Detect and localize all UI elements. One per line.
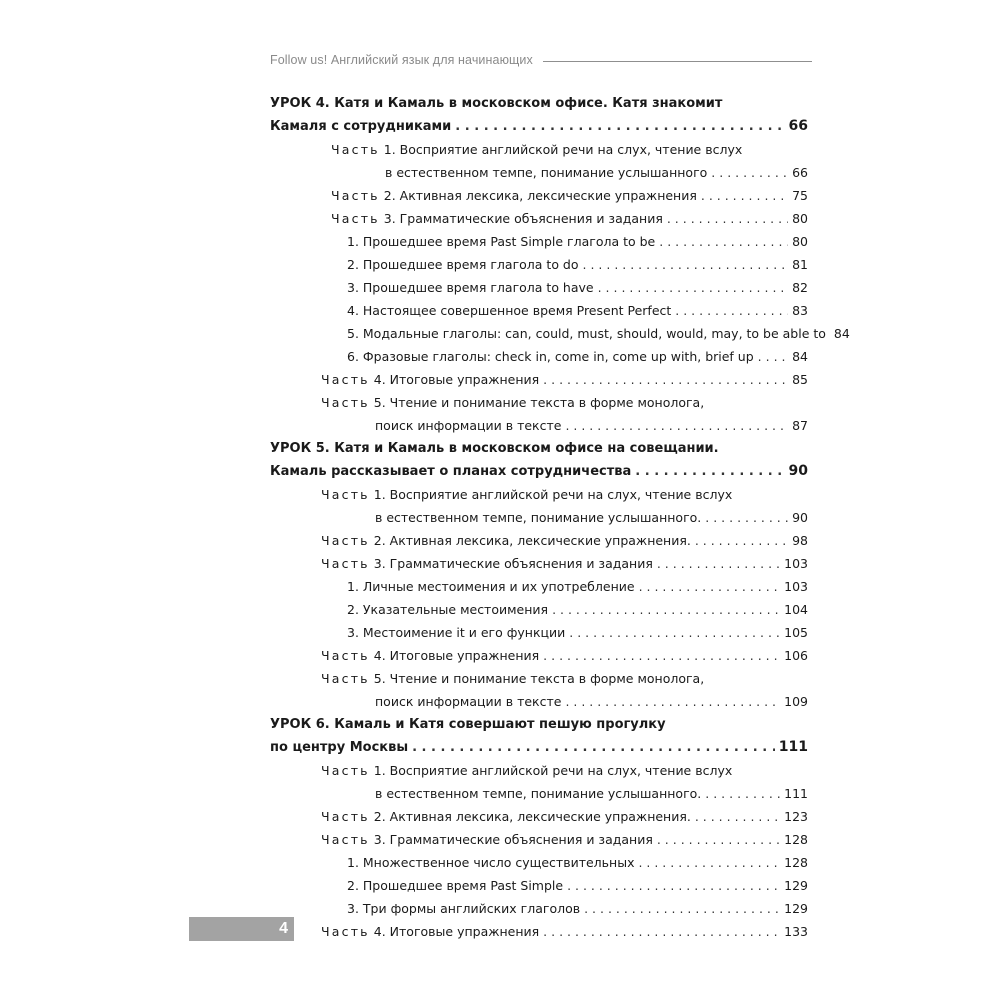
toc-subsection-entry[interactable] xyxy=(270,230,808,253)
part-label: Часть xyxy=(321,809,370,824)
toc-part-entry[interactable] xyxy=(270,483,808,506)
running-head-title: Follow us! Английский язык для начинающих xyxy=(270,53,533,67)
toc-subsection-entry-text: 1. Личные местоимения и их употребление xyxy=(347,579,635,594)
toc-part-entry[interactable] xyxy=(270,667,808,690)
toc-part-entry-text: Активная лексика, лексические упражнения. xyxy=(389,533,691,548)
toc-part-entry-cont-line xyxy=(375,690,808,713)
part-label: Часть xyxy=(331,142,380,157)
toc-subsection-entry[interactable] xyxy=(270,598,808,621)
part-label: Часть xyxy=(321,671,370,686)
dot-leader xyxy=(701,184,788,207)
dot-leader xyxy=(695,529,788,552)
toc-subsection-entry-page-number: 84 xyxy=(833,326,850,341)
toc-part-entry-page-number: 106 xyxy=(784,648,808,663)
toc-subsection-entry-page-number: 84 xyxy=(792,349,808,364)
toc-subsection-entry-text: 3. Местоимение it и его функции xyxy=(347,625,566,640)
toc-part-entry[interactable] xyxy=(270,368,808,391)
part-number: 1. xyxy=(373,487,386,502)
toc-part-entry-cont-line xyxy=(375,414,808,437)
toc-subsection-entry-line xyxy=(347,230,808,253)
dot-leader xyxy=(455,115,784,138)
dot-leader xyxy=(584,897,780,920)
toc-part-entry-text: Итоговые упражнения xyxy=(389,924,540,939)
toc-part-entry-cont-text: поиск информации в тексте xyxy=(375,694,562,709)
toc-part-entry-cont[interactable] xyxy=(270,414,808,437)
toc-subsection-entry-page-number: 105 xyxy=(784,625,808,640)
dot-leader xyxy=(543,920,780,943)
toc-part-entry-cont-text: в естественном темпе, понимание услышанного. xyxy=(375,510,702,525)
dot-leader xyxy=(598,276,788,299)
part-label: Часть xyxy=(321,372,370,387)
toc-part-entry-page-number: 98 xyxy=(792,533,808,548)
toc-part-entry-text: Восприятие английской речи на слух, чтение вслух xyxy=(389,487,733,502)
toc-part-entry-page-number: 133 xyxy=(784,924,808,939)
toc-part-entry-cont-page-number: 109 xyxy=(784,694,808,709)
lesson-title[interactable] xyxy=(270,713,808,736)
toc-part-entry-cont-page-number: 66 xyxy=(792,165,808,180)
toc-part-entry[interactable] xyxy=(270,920,808,943)
dot-leader xyxy=(639,575,781,598)
toc-part-entry[interactable] xyxy=(270,184,808,207)
toc-part-entry-page-number: 128 xyxy=(784,832,808,847)
dot-leader xyxy=(659,230,788,253)
dot-leader xyxy=(543,644,780,667)
toc-subsection-entry[interactable] xyxy=(270,345,808,368)
toc-part-entry[interactable] xyxy=(270,138,808,161)
running-head xyxy=(270,51,812,69)
toc-subsection-entry-line xyxy=(347,621,808,644)
toc-subsection-entry[interactable] xyxy=(270,897,808,920)
toc-subsection-entry[interactable] xyxy=(270,299,808,322)
toc-part-entry-cont[interactable] xyxy=(270,161,808,184)
toc-part-entry-text: Восприятие английской речи на слух, чтение вслух xyxy=(399,142,743,157)
toc-part-entry-line xyxy=(321,552,808,575)
dot-leader xyxy=(635,460,784,483)
toc-subsection-entry-page-number: 80 xyxy=(792,234,808,249)
dot-leader xyxy=(705,506,788,529)
toc-subsection-entry-line xyxy=(347,874,808,897)
lesson-title-cont-text: Камаля с сотрудниками xyxy=(270,119,452,134)
toc-part-entry[interactable] xyxy=(270,759,808,782)
lesson-title[interactable] xyxy=(270,92,808,115)
toc-subsection-entry-text: 2. Указательные местоимения xyxy=(347,602,549,617)
part-number: 5. xyxy=(373,671,386,686)
dot-leader xyxy=(412,736,775,759)
toc-part-entry[interactable] xyxy=(270,529,808,552)
toc-part-entry-cont[interactable] xyxy=(270,506,808,529)
part-number: 4. xyxy=(373,648,386,663)
dot-leader xyxy=(567,874,780,897)
toc-subsection-entry-line xyxy=(347,276,808,299)
dot-leader xyxy=(758,345,788,368)
lesson-title-text: УРОК 5. Катя и Камаль в московском офисе на совещании. xyxy=(270,441,719,456)
toc-part-entry-line xyxy=(331,207,808,230)
part-number: 1. xyxy=(373,763,386,778)
lesson-title-cont-page-number: 90 xyxy=(788,463,808,479)
dot-leader xyxy=(569,621,780,644)
toc-part-entry-cont-text: в естественном темпе, понимание услышанного xyxy=(385,165,708,180)
toc-part-entry[interactable] xyxy=(270,805,808,828)
toc-part-entry-page-number: 123 xyxy=(784,809,808,824)
toc-part-entry-line xyxy=(321,368,808,391)
toc-part-entry-cont-text: поиск информации в тексте xyxy=(375,418,562,433)
toc-part-entry-cont-line xyxy=(385,161,808,184)
running-head-rule xyxy=(543,61,812,62)
toc-subsection-entry[interactable] xyxy=(270,874,808,897)
toc-part-entry-line xyxy=(321,391,808,414)
toc-part-entry-text: Чтение и понимание текста в форме монолога, xyxy=(389,395,705,410)
toc-part-entry-text: Грамматические объяснения и задания xyxy=(389,556,653,571)
toc-part-entry-line xyxy=(331,184,808,207)
toc-subsection-entry[interactable] xyxy=(270,276,808,299)
lesson-title-text: УРОК 4. Катя и Камаль в московском офисе. Катя знакомит xyxy=(270,96,723,111)
part-label: Часть xyxy=(321,763,370,778)
page-number: 4 xyxy=(189,917,294,941)
part-label: Часть xyxy=(321,556,370,571)
toc-subsection-entry-text: 4. Настоящее совершенное время Present Perfect xyxy=(347,303,672,318)
toc-subsection-entry-line xyxy=(347,897,808,920)
toc-subsection-entry-line xyxy=(347,322,850,345)
toc-subsection-entry-line xyxy=(347,575,808,598)
toc-subsection-entry-line xyxy=(347,851,808,874)
dot-leader xyxy=(638,851,780,874)
toc-part-entry-text: Чтение и понимание текста в форме монолога, xyxy=(389,671,705,686)
lesson-title-cont-text: Камаль рассказывает о планах сотрудничества xyxy=(270,464,632,479)
toc-part-entry-page-number: 85 xyxy=(792,372,808,387)
dot-leader xyxy=(583,253,789,276)
toc-subsection-entry-page-number: 82 xyxy=(792,280,808,295)
toc-subsection-entry[interactable] xyxy=(270,575,808,598)
dot-leader xyxy=(667,207,788,230)
toc-subsection-entry-page-number: 128 xyxy=(784,855,808,870)
dot-leader xyxy=(675,299,788,322)
toc-part-entry[interactable] xyxy=(270,644,808,667)
lesson-title-line xyxy=(270,713,808,736)
part-number: 3. xyxy=(383,211,396,226)
toc-part-entry-text: Грамматические объяснения и задания xyxy=(389,832,653,847)
toc-subsection-entry[interactable] xyxy=(270,253,808,276)
toc-subsection-entry-text: 6. Фразовые глаголы: check in, come in, come up with, brief up xyxy=(347,349,754,364)
lesson-title-cont[interactable] xyxy=(270,115,808,138)
lesson-title-cont[interactable] xyxy=(270,736,808,759)
toc-part-entry-line xyxy=(331,138,808,161)
toc-part-entry-page-number: 80 xyxy=(792,211,808,226)
lesson-title-cont-text: по центру Москвы xyxy=(270,740,409,755)
dot-leader xyxy=(565,414,788,437)
dot-leader xyxy=(552,598,780,621)
toc-subsection-entry[interactable] xyxy=(270,851,808,874)
toc-part-entry-text: Итоговые упражнения xyxy=(389,648,540,663)
toc-part-entry[interactable] xyxy=(270,552,808,575)
part-label: Часть xyxy=(321,395,370,410)
toc-subsection-entry-page-number: 104 xyxy=(784,602,808,617)
toc-part-entry-line xyxy=(321,828,808,851)
part-number: 2. xyxy=(373,809,386,824)
lesson-title-cont[interactable] xyxy=(270,460,808,483)
toc-subsection-entry-line xyxy=(347,345,808,368)
toc-part-entry-line xyxy=(321,667,808,690)
toc-part-entry-text: Итоговые упражнения xyxy=(389,372,540,387)
toc-subsection-entry-text: 1. Прошедшее время Past Simple глагола to be xyxy=(347,234,656,249)
toc-part-entry-cont-page-number: 111 xyxy=(784,786,808,801)
toc-subsection-entry-text: 3. Три формы английских глаголов xyxy=(347,901,581,916)
toc-part-entry-cont-line xyxy=(375,506,808,529)
lesson-title[interactable] xyxy=(270,437,808,460)
toc-part-entry-cont-page-number: 87 xyxy=(792,418,808,433)
toc-subsection-entry-page-number: 103 xyxy=(784,579,808,594)
toc-subsection-entry-text: 3. Прошедшее время глагола to have xyxy=(347,280,594,295)
toc-subsection-entry-line xyxy=(347,598,808,621)
lesson-title-line xyxy=(270,92,808,115)
toc-part-entry-line xyxy=(321,644,808,667)
toc-subsection-entry-text: 2. Прошедшее время Past Simple xyxy=(347,878,564,893)
dot-leader xyxy=(711,161,788,184)
dot-leader xyxy=(705,782,780,805)
lesson-title-text: УРОК 6. Камаль и Катя совершают пешую прогулку xyxy=(270,717,666,732)
toc-subsection-entry-line xyxy=(347,299,808,322)
lesson-title-cont-line xyxy=(270,736,808,759)
part-label: Часть xyxy=(321,487,370,502)
toc-subsection-entry-page-number: 129 xyxy=(784,878,808,893)
toc-part-entry-page-number: 75 xyxy=(792,188,808,203)
toc-part-entry-line xyxy=(321,920,808,943)
toc-part-entry-line xyxy=(321,759,808,782)
toc-part-entry-line xyxy=(321,529,808,552)
dot-leader xyxy=(695,805,780,828)
part-label: Часть xyxy=(321,648,370,663)
dot-leader xyxy=(543,368,788,391)
part-label: Часть xyxy=(331,211,380,226)
toc-subsection-entry[interactable] xyxy=(270,621,808,644)
lesson-title-cont-line xyxy=(270,460,808,483)
dot-leader xyxy=(657,552,780,575)
toc-subsection-entry-page-number: 129 xyxy=(784,901,808,916)
toc-part-entry-text: Активная лексика, лексические упражнения. xyxy=(389,809,691,824)
part-number: 2. xyxy=(383,188,396,203)
toc-part-entry-cont-line xyxy=(375,782,808,805)
toc-part-entry-line xyxy=(321,483,808,506)
toc-part-entry-text: Грамматические объяснения и задания xyxy=(399,211,663,226)
table-of-contents xyxy=(270,92,850,943)
part-label: Часть xyxy=(321,832,370,847)
toc-part-entry-text: Восприятие английской речи на слух, чтение вслух xyxy=(389,763,733,778)
part-label: Часть xyxy=(321,533,370,548)
toc-part-entry-cont[interactable] xyxy=(270,782,808,805)
toc-part-entry[interactable] xyxy=(270,391,808,414)
toc-part-entry-page-number: 103 xyxy=(784,556,808,571)
toc-part-entry[interactable] xyxy=(270,828,808,851)
part-number: 5. xyxy=(373,395,386,410)
toc-part-entry-text: Активная лексика, лексические упражнения xyxy=(399,188,697,203)
toc-subsection-entry-line xyxy=(347,253,808,276)
part-label: Часть xyxy=(321,924,370,939)
part-number: 3. xyxy=(373,832,386,847)
part-number: 3. xyxy=(373,556,386,571)
dot-leader xyxy=(657,828,780,851)
lesson-title-cont-line xyxy=(270,115,808,138)
part-number: 1. xyxy=(383,142,396,157)
toc-part-entry-line xyxy=(321,805,808,828)
dot-leader xyxy=(565,690,780,713)
lesson-title-cont-page-number: 66 xyxy=(788,118,808,134)
toc-subsection-entry-text: 5. Модальные глаголы: can, could, must, should, would, may, to be able to xyxy=(347,326,826,341)
toc-part-entry-cont[interactable] xyxy=(270,690,808,713)
toc-subsection-entry-page-number: 83 xyxy=(792,303,808,318)
toc-subsection-entry-text: 2. Прошедшее время глагола to do xyxy=(347,257,579,272)
toc-part-entry-cont-text: в естественном темпе, понимание услышанного. xyxy=(375,786,702,801)
toc-subsection-entry[interactable] xyxy=(270,322,850,345)
lesson-title-line xyxy=(270,437,808,460)
toc-part-entry-cont-page-number: 90 xyxy=(792,510,808,525)
part-number: 2. xyxy=(373,533,386,548)
toc-subsection-entry-page-number: 81 xyxy=(792,257,808,272)
part-label: Часть xyxy=(331,188,380,203)
part-number: 4. xyxy=(373,924,386,939)
toc-part-entry[interactable] xyxy=(270,207,808,230)
part-number: 4. xyxy=(373,372,386,387)
lesson-title-cont-page-number: 111 xyxy=(778,739,808,755)
toc-subsection-entry-text: 1. Множественное число существительных xyxy=(347,855,635,870)
